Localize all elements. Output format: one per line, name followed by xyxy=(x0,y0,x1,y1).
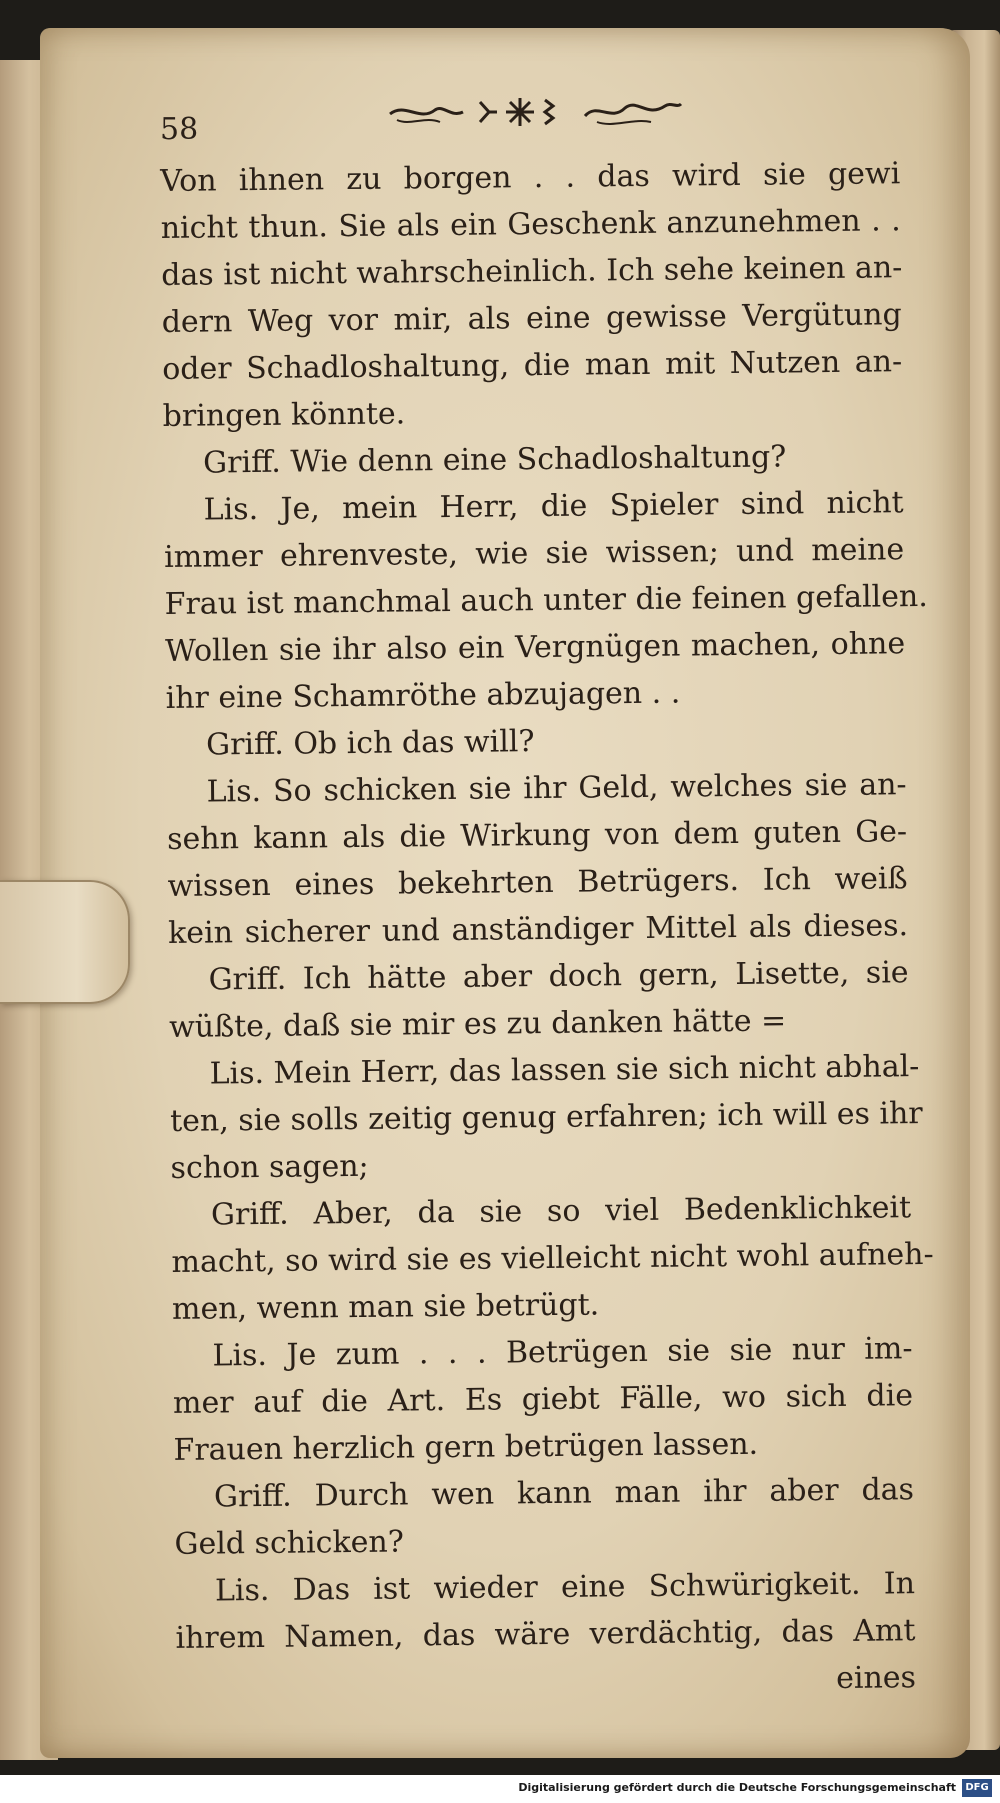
text-line: ihrem Namen, das wäre verdächtig, das Amt xyxy=(175,1613,916,1656)
text-line: men, wenn man sie betrügt. xyxy=(171,1287,600,1327)
speaker-line: Griff. Durch wen kann man ihr aber das xyxy=(213,1472,915,1515)
text-line: Von ihnen zu borgen . . das wird sie gewi xyxy=(160,156,901,199)
text-line: wüßte, daß sie mir es zu danken hätte = xyxy=(168,1003,787,1045)
text-line: wissen eines bekehrten Betrügers. Ich weiß xyxy=(167,861,908,904)
text-line: kein sicherer und anständiger Mittel als dieses. xyxy=(167,908,909,951)
text-line: ten, sie solls zeitig genug erfahren; ich will es ihr xyxy=(169,1096,923,1139)
text-line: dern Weg vor mir, als eine gewisse Vergütung xyxy=(161,297,902,340)
speaker-line: Lis. Mein Herr, das lassen sie sich nicht abhal- xyxy=(209,1049,920,1092)
text-line: schon sagen; xyxy=(170,1148,369,1186)
speaker-line: Griff. Ich hätte aber doch gern, Lisette, sie xyxy=(208,955,909,998)
text-line: bringen könnte. xyxy=(162,396,406,434)
page-text xyxy=(160,150,934,1709)
text-line: mer auf die Art. Es giebt Fälle, wo sich die xyxy=(172,1378,914,1421)
speaker-line: Griff. Wie denn eine Schadloshaltung? xyxy=(203,439,787,481)
page-number: 58 xyxy=(160,112,199,147)
ornament-icon xyxy=(385,92,685,132)
text-line: Frauen herzlich gern betrügen lassen. xyxy=(173,1426,759,1468)
text-line: Geld schicken? xyxy=(174,1524,405,1562)
speaker-line: Griff. Aber, da sie so viel Bedenklichkeit xyxy=(210,1190,912,1233)
speaker-line: Lis. So schicken sie ihr Geld, welches sie an- xyxy=(206,767,907,810)
bookmark-tab xyxy=(0,880,130,1004)
speaker-line: Griff. Ob ich das will? xyxy=(205,724,535,763)
text-line: nicht thun. Sie als ein Geschenk anzunehmen . . xyxy=(160,203,901,246)
text-line: Frau ist manchmal auch unter die feinen gefallen. xyxy=(164,578,928,622)
catchword: eines xyxy=(835,1660,917,1697)
speaker-line: Lis. Je, mein Herr, die Spieler sind nicht xyxy=(203,485,904,528)
text-line: immer ehrenveste, wie sie wissen; und meine xyxy=(164,532,905,575)
text-line: das ist nicht wahrscheinlich. Ich sehe keinen an- xyxy=(161,250,903,293)
dfg-logo-icon: DFG xyxy=(962,1779,992,1797)
speaker-line: Lis. Je zum . . . Betrügen sie sie nur im- xyxy=(212,1331,913,1374)
speaker-line: Lis. Das ist wieder eine Schwürigkeit. In xyxy=(214,1566,916,1609)
text-line: oder Schadloshaltung, die man mit Nutzen an- xyxy=(162,344,903,387)
text-line: ihr eine Schamröthe abzujagen . . xyxy=(165,675,681,716)
text-line: sehn kann als die Wirkung von dem guten Ge- xyxy=(166,814,908,857)
text-line: Wollen sie ihr also ein Vergnügen machen, ohne xyxy=(164,626,906,669)
text-line: macht, so wird sie es vielleicht nicht wohl aufneh- xyxy=(171,1236,934,1280)
funding-credit: Digitalisierung gefördert durch die Deutsche Forschungsgemeinschaft xyxy=(518,1781,956,1794)
